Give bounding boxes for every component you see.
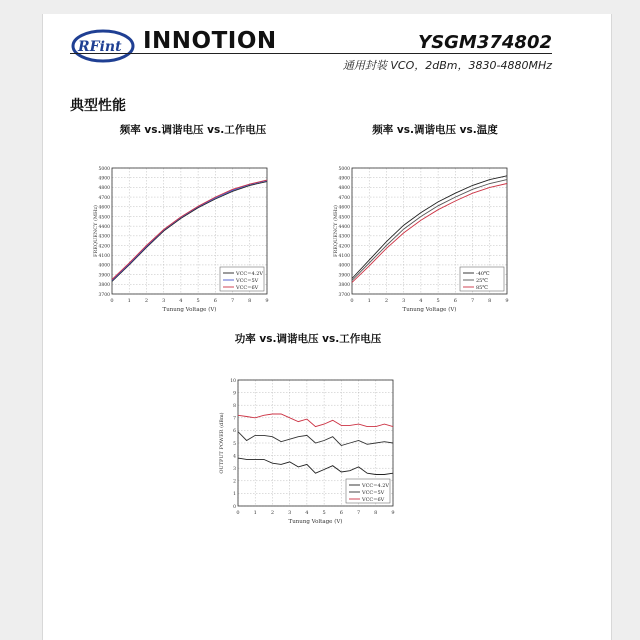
x-tick-label: 7: [230, 298, 235, 304]
x-axis-label: Tunung Voltage (V): [288, 519, 343, 525]
y-tick-label: 3800: [338, 283, 350, 289]
legend-entry: VCC=4.2V: [362, 482, 390, 489]
x-tick-label: 8: [248, 298, 252, 304]
y-tick-label: 9: [233, 391, 236, 397]
y-tick-label: 4800: [98, 186, 110, 192]
y-tick-label: 4100: [98, 254, 110, 260]
y-tick-label: 4700: [338, 195, 350, 201]
legend-entry: VCC=6V: [362, 496, 385, 503]
x-tick-label: 1: [253, 510, 257, 516]
x-tick-label: 4: [419, 298, 423, 304]
x-tick-label: 5: [196, 298, 200, 304]
section-title: 典型性能: [70, 98, 126, 114]
x-tick-label: 7: [470, 298, 475, 304]
series-line-2: [238, 432, 393, 446]
y-tick-label: 3700: [98, 292, 110, 298]
y-tick-label: 3700: [338, 292, 350, 298]
y-tick-label: 4300: [98, 234, 110, 240]
x-axis-label: Tunung Voltage (V): [162, 307, 217, 313]
header-divider: [70, 53, 552, 54]
series-line-2: [112, 181, 267, 281]
x-tick-label: 8: [488, 298, 492, 304]
legend-entry: VCC=5V: [362, 489, 385, 496]
y-tick-label: 4100: [338, 254, 350, 260]
legend-entry: VCC=6V: [236, 284, 259, 291]
y-tick-label: 8: [233, 404, 236, 409]
y-tick-label: 4400: [98, 224, 110, 230]
series-line-3: [238, 414, 393, 427]
chart1-title: 频率 vs.调谐电压 vs.工作电压: [119, 124, 267, 136]
x-tick-label: 2: [144, 298, 149, 304]
x-tick-label: 6: [339, 510, 343, 516]
brand-name: INNOTION: [143, 28, 277, 54]
legend-entry: VCC=4.2V: [236, 270, 264, 277]
chart2-title: 频率 vs.调谐电压 vs.温度: [372, 124, 498, 136]
chart3-title: 功率 vs.调谐电压 vs.工作电压: [234, 333, 382, 345]
legend-entry: 85℃: [476, 284, 488, 291]
y-tick-label: 5000: [338, 166, 350, 172]
y-tick-label: 3800: [98, 283, 110, 289]
y-tick-label: 4200: [98, 244, 110, 250]
y-tick-label: 4400: [338, 224, 350, 230]
product-subtitle: 通用封装 VCO，2dBm，3830-4880MHz: [342, 59, 552, 72]
y-tick-label: 4900: [98, 176, 110, 182]
y-tick-label: 4500: [98, 215, 110, 221]
x-tick-label: 7: [356, 510, 361, 516]
x-tick-label: 4: [179, 298, 183, 304]
y-tick-label: 10: [230, 378, 236, 384]
legend-entry: -40℃: [476, 270, 490, 277]
series-line-2: [352, 180, 507, 281]
y-tick-label: 4500: [338, 215, 350, 221]
x-tick-label: 6: [453, 298, 457, 304]
x-tick-label: 9: [391, 510, 395, 516]
x-tick-label: 0: [236, 510, 240, 516]
x-tick-label: 9: [265, 298, 269, 304]
y-tick-label: 4600: [98, 205, 110, 211]
y-tick-label: 4000: [98, 263, 110, 269]
y-tick-label: 4800: [338, 186, 350, 192]
y-tick-label: 3900: [338, 273, 350, 279]
x-axis-label: Tunung Voltage (V): [402, 307, 457, 313]
x-tick-label: 0: [350, 298, 354, 304]
x-tick-label: 5: [322, 510, 326, 516]
y-tick-label: 4000: [338, 263, 350, 269]
series-line-3: [112, 180, 267, 279]
y-axis-label: OUTPUT POWER (dBm): [219, 412, 225, 474]
y-tick-label: 4700: [98, 195, 110, 201]
series-line-1: [112, 182, 267, 282]
y-tick-label: 0: [233, 504, 236, 510]
x-tick-label: 5: [436, 298, 440, 304]
power-vs-vcc-chart: [210, 372, 410, 530]
x-tick-label: 4: [305, 510, 309, 516]
y-tick-label: 7: [233, 416, 236, 422]
x-tick-label: 3: [288, 510, 292, 516]
x-tick-label: 9: [505, 298, 509, 304]
y-tick-label: 4600: [338, 205, 350, 211]
y-axis-label: FREQUENCY (MHz): [333, 205, 339, 257]
x-tick-label: 0: [110, 298, 114, 304]
x-tick-label: 6: [213, 298, 217, 304]
legend-entry: 25℃: [476, 277, 488, 284]
logo-text: RFint: [78, 39, 122, 55]
rfint-logo: [70, 26, 140, 66]
y-tick-label: 4300: [338, 234, 350, 240]
legend-entry: VCC=5V: [236, 277, 259, 284]
model-number: YSGM374802: [418, 32, 552, 53]
x-tick-label: 2: [270, 510, 275, 516]
y-tick-label: 2: [233, 479, 236, 485]
series-line-1: [352, 176, 507, 279]
x-tick-label: 2: [384, 298, 389, 304]
x-tick-label: 1: [127, 298, 131, 304]
y-tick-label: 4900: [338, 176, 350, 182]
y-tick-label: 3900: [98, 273, 110, 279]
y-tick-label: 4200: [338, 244, 350, 250]
x-tick-label: 3: [402, 298, 406, 304]
x-tick-label: 1: [367, 298, 371, 304]
series-line-1: [238, 458, 393, 474]
x-tick-label: 8: [374, 510, 378, 516]
y-tick-label: 3: [233, 467, 236, 472]
freq-vs-temp-chart: [330, 160, 520, 320]
x-tick-label: 3: [162, 298, 166, 304]
y-axis-label: FREQUENCY (MHz): [93, 205, 99, 257]
y-tick-label: 5000: [98, 166, 110, 172]
document-page: [42, 14, 612, 640]
freq-vs-vcc-chart: [90, 160, 280, 320]
y-tick-label: 4: [233, 454, 236, 460]
y-tick-label: 5: [233, 441, 236, 447]
y-tick-label: 1: [233, 492, 236, 498]
y-tick-label: 6: [233, 429, 236, 435]
